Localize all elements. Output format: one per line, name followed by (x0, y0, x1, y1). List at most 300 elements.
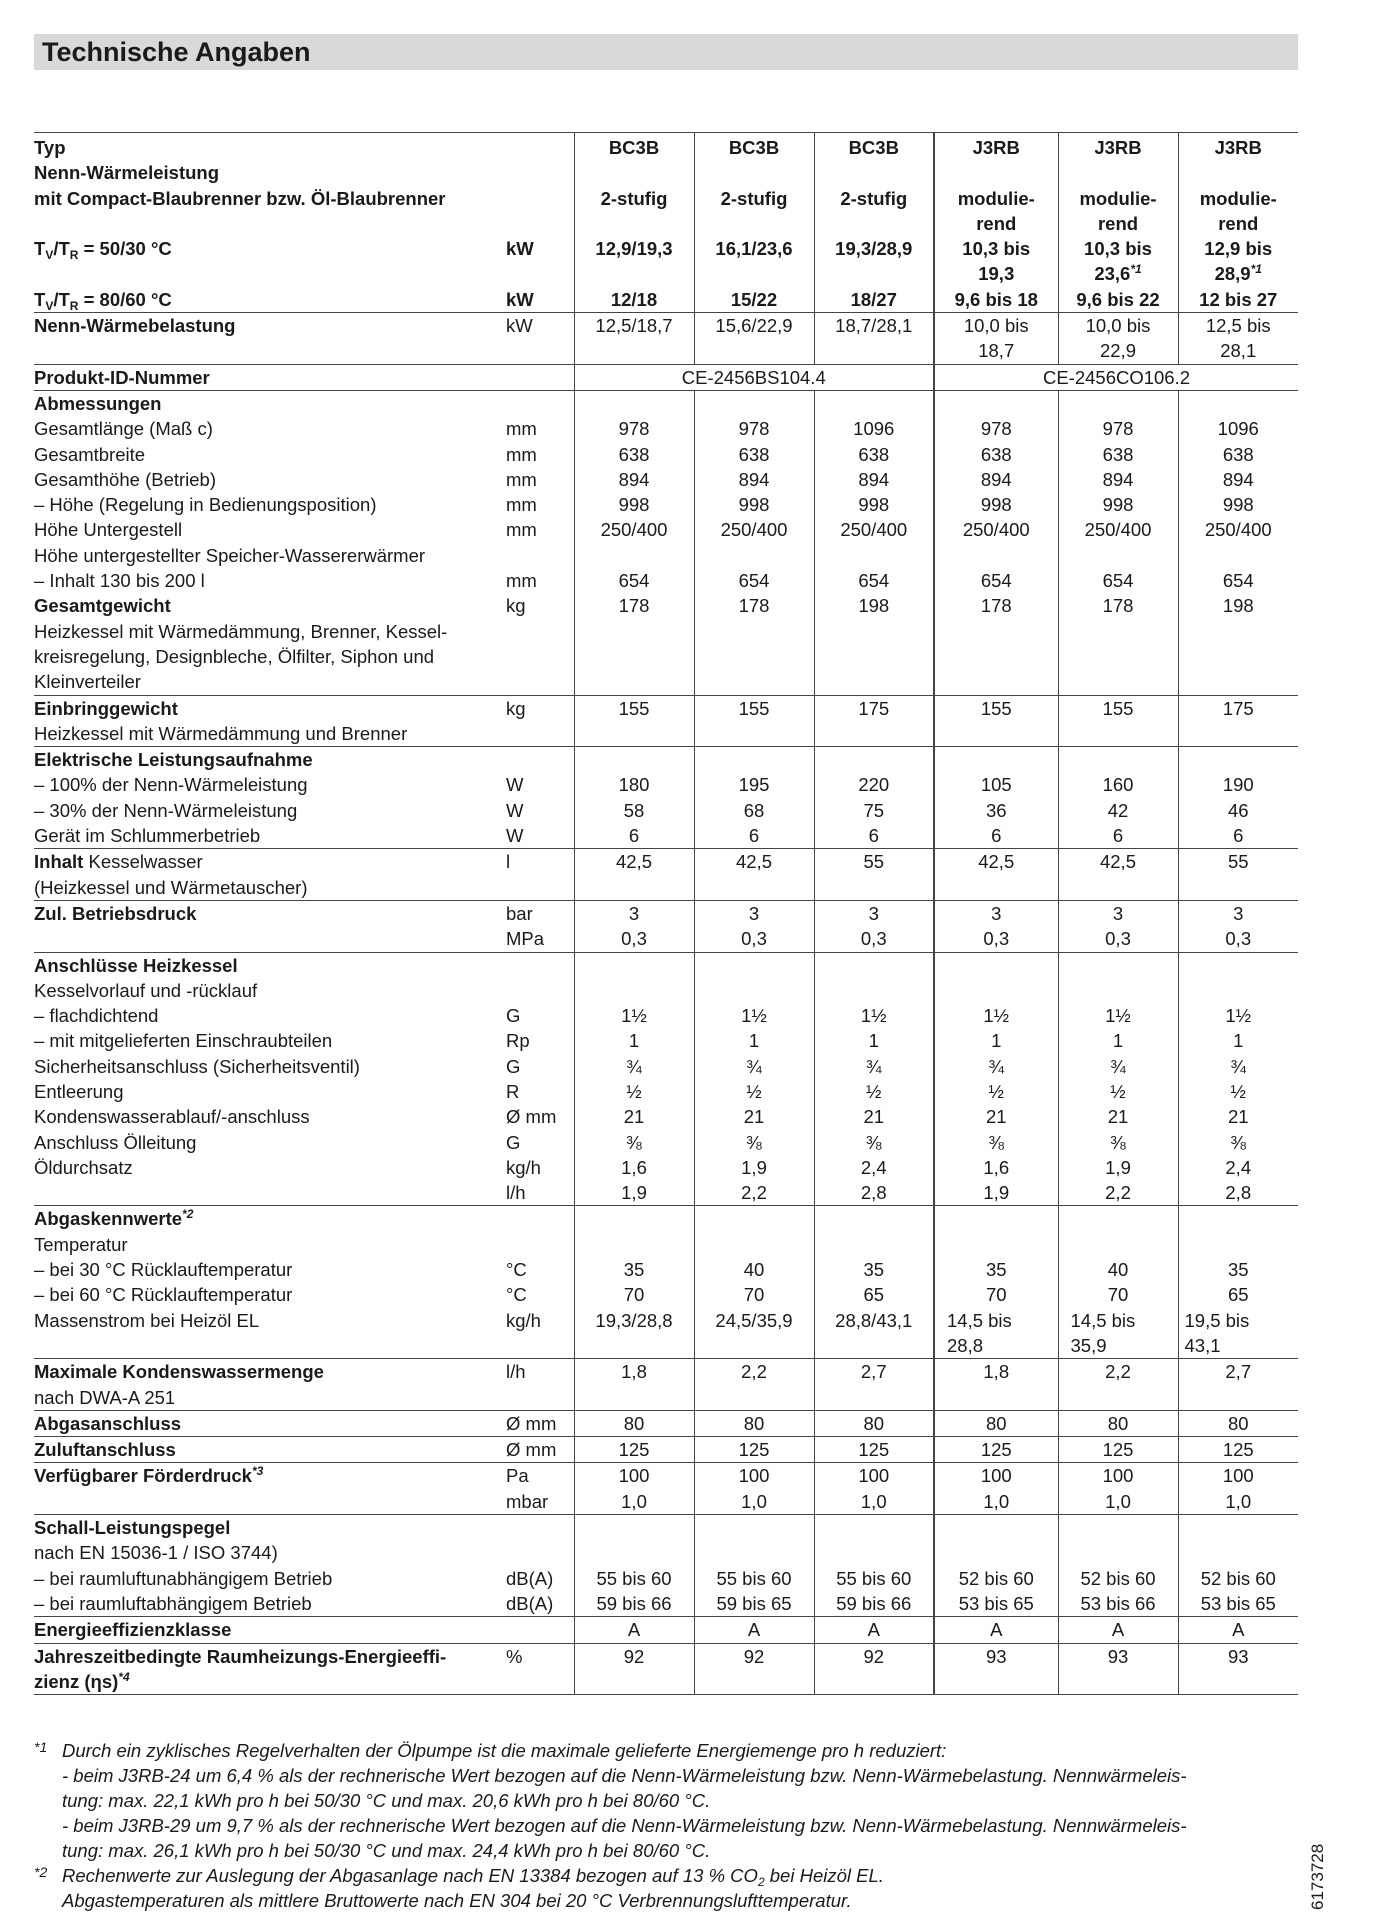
value-cell: 998 (574, 492, 694, 517)
value-cell: 2,2 (694, 1359, 814, 1385)
section-title-bar (34, 34, 1298, 70)
value-cell: 250/400 (694, 517, 814, 542)
value-cell: ¾ (574, 1054, 694, 1079)
table-row (34, 978, 1298, 1003)
unit-cell: kg (506, 595, 526, 617)
value-cell: 998 (1058, 492, 1178, 517)
unit-cell: kg/h (506, 1309, 541, 1331)
stufe-cell: 2-stufig (694, 186, 814, 237)
tv-80-60-label: $T_V/T_R = 80/60$ °C (34, 288, 172, 313)
value-cell: 0,3 (814, 926, 934, 952)
row-label: Produkt-ID-Nummer (34, 366, 210, 388)
value-cell: ¾ (814, 1054, 934, 1079)
table-row (34, 492, 1298, 517)
table-row (34, 1359, 1298, 1385)
value-cell: 42 (1058, 798, 1178, 823)
value-cell: 46 (1178, 798, 1298, 823)
value-cell: 12,9/19,3 (574, 236, 694, 287)
table-row (34, 721, 1298, 747)
value-cell: 28,8/43,1 (814, 1308, 934, 1359)
value-cell: 59 bis 66 (814, 1591, 934, 1617)
row-label: Verfügbarer Förderdruck$^{*3}$ (34, 1464, 264, 1487)
value-cell: 175 (814, 695, 934, 721)
value-cell: 178 (1058, 593, 1178, 618)
value-cell: 978 (574, 416, 694, 441)
unit-cell: Ø mm (506, 1439, 557, 1461)
group-schall (34, 1515, 1298, 1617)
row-label (34, 926, 504, 952)
unit-cell: mm (506, 494, 537, 516)
row-label: Nenn-Wärmebelastung (34, 315, 236, 337)
stufe-cell: modulie- rend (1058, 186, 1178, 237)
value-cell: 894 (1058, 467, 1178, 492)
value-cell: 155 (1058, 695, 1178, 721)
value-cell: ½ (1058, 1079, 1178, 1104)
value-cell: 3 (814, 900, 934, 926)
value-cell: 2,4 (814, 1155, 934, 1180)
value-cell: ¾ (1058, 1054, 1178, 1079)
burner-label: mit Compact-Blaubrenner bzw. Öl-Blaubrenner (34, 187, 446, 209)
row-label: Maximale Kondenswassermenge (34, 1361, 324, 1383)
value-cell: 198 (1178, 593, 1298, 618)
value-cell: 52 bis 60 (1058, 1566, 1178, 1591)
table-row (34, 1437, 1298, 1463)
row-label: Heizkessel mit Wärmedämmung, Brenner, Kessel- kreisregelung, Designbleche, Ölfilter, Siphon und Kleinverteiler (34, 620, 448, 693)
type-cell: J3RB (1058, 133, 1178, 161)
table-row (34, 543, 1298, 568)
value-cell: 9,6 bis 22 (1058, 287, 1178, 313)
value-cell: 100 (694, 1463, 814, 1489)
value-cell: 36 (934, 798, 1058, 823)
value-cell: 21 (934, 1104, 1058, 1129)
value-cell: 6 (934, 823, 1058, 849)
value-cell: ¾ (694, 1054, 814, 1079)
value-cell: 160 (1058, 772, 1178, 797)
value-cell: 19,5 bis 43,1 (1178, 1308, 1298, 1359)
value-cell: 894 (814, 467, 934, 492)
value-cell: 178 (694, 593, 814, 618)
unit-cell: kW (506, 315, 533, 337)
value-cell: 53 bis 66 (1058, 1591, 1178, 1617)
table-row (34, 823, 1298, 849)
value-cell: ⅜ (814, 1130, 934, 1155)
value-cell: 55 bis 60 (814, 1566, 934, 1591)
value-cell: ¾ (1178, 1054, 1298, 1079)
row-label: Höhe Untergestell (34, 519, 183, 541)
row-label: Höhe untergestellter Speicher-Wassererwärmer (34, 544, 426, 566)
value-cell: 1,8 (574, 1359, 694, 1385)
value-cell: 9,6 bis 18 (934, 287, 1058, 313)
footnote-2: *2 Rechenwerte zur Auslegung der Abgasanlage nach EN 13384 bezogen auf 13 % $CO_2$ bei Heizöl EL. (34, 1864, 884, 1889)
value-cell: 6 (1178, 823, 1298, 849)
value-cell: 40 (1058, 1257, 1178, 1282)
value-cell: 80 (1058, 1410, 1178, 1436)
value-cell: 1,0 (1058, 1489, 1178, 1515)
value-cell: 80 (574, 1410, 694, 1436)
group-einbringgewicht (34, 695, 1298, 747)
unit-cell: Pa (506, 1465, 529, 1487)
value-cell: 55 (814, 849, 934, 875)
unit-cell: mm (506, 519, 537, 541)
table-row (34, 1104, 1298, 1129)
value-cell: 93 (1058, 1643, 1178, 1695)
value-cell: 2,7 (1178, 1359, 1298, 1385)
value-cell: 1,0 (694, 1489, 814, 1515)
value-cell: A (934, 1617, 1058, 1643)
unit-cell: mbar (506, 1490, 549, 1512)
value-cell: A (694, 1617, 814, 1643)
table-row (34, 1540, 1298, 1565)
value-cell: 92 (694, 1643, 814, 1695)
value-cell: 68 (694, 798, 814, 823)
table-row (34, 364, 1298, 390)
value-cell: 1 (694, 1028, 814, 1053)
group-abgasanschluss (34, 1410, 1298, 1436)
table-row (34, 695, 1298, 721)
value-cell: 195 (694, 772, 814, 797)
table-row (34, 1054, 1298, 1079)
value-cell: 3 (1058, 900, 1178, 926)
value-cell: 6 (574, 823, 694, 849)
value-cell: 1,6 (574, 1155, 694, 1180)
value-cell: 978 (934, 416, 1058, 441)
value-cell: 19,3/28,8 (574, 1308, 694, 1359)
row-label: Zul. Betriebsdruck (34, 902, 197, 924)
value-cell: 1,9 (574, 1180, 694, 1206)
row-label: Heizkessel mit Wärmedämmung und Brenner (34, 722, 408, 744)
value-cell: 6 (1058, 823, 1178, 849)
value-cell: 125 (574, 1437, 694, 1463)
value-cell: 80 (814, 1410, 934, 1436)
type-cell: BC3B (694, 133, 814, 161)
value-cell: 0,3 (1058, 926, 1178, 952)
page-title: Technische Angaben (42, 37, 311, 67)
nenn-label: Nenn-Wärmeleistung (34, 162, 220, 184)
value-cell: 0,3 (1178, 926, 1298, 952)
table-row (34, 900, 1298, 926)
row-label: Energieeffizienzklasse (34, 1619, 232, 1641)
value-cell: 178 (574, 593, 694, 618)
row-label: Entleerung (34, 1080, 124, 1102)
value-cell: 92 (574, 1643, 694, 1695)
value-cell: CE-2456CO106.2 (934, 364, 1298, 390)
row-label: Schall-Leistungspegel (34, 1517, 231, 1539)
table-row (34, 849, 1298, 875)
value-cell: 52 bis 60 (1178, 1566, 1298, 1591)
table-row (34, 1643, 1298, 1695)
row-label (34, 1489, 504, 1515)
value-cell: 35 (574, 1257, 694, 1282)
value-cell: 40 (694, 1257, 814, 1282)
value-cell: 125 (1058, 1437, 1178, 1463)
value-cell: 3 (934, 900, 1058, 926)
row-label: Abmessungen (34, 392, 162, 414)
value-cell: ½ (574, 1079, 694, 1104)
unit-cell: Ø mm (506, 1106, 557, 1128)
row-label: Kondenswasserablauf/-anschluss (34, 1106, 310, 1128)
value-cell: ½ (934, 1079, 1058, 1104)
value-cell: 21 (694, 1104, 814, 1129)
type-cell: BC3B (574, 133, 694, 161)
value-cell: 998 (694, 492, 814, 517)
value-cell: 92 (814, 1643, 934, 1695)
value-cell: 12,5 bis 28,1 (1178, 313, 1298, 365)
value-cell: 80 (694, 1410, 814, 1436)
value-cell: 42,5 (934, 849, 1058, 875)
value-cell: 250/400 (1178, 517, 1298, 542)
value-cell: 3 (1178, 900, 1298, 926)
value-cell: 70 (694, 1282, 814, 1307)
value-cell: 70 (574, 1282, 694, 1307)
value-cell: 190 (1178, 772, 1298, 797)
value-cell: 58 (574, 798, 694, 823)
table-row (34, 1308, 1298, 1359)
value-cell: 70 (1058, 1282, 1178, 1307)
table-row (34, 313, 1298, 365)
value-cell: 53 bis 65 (1178, 1591, 1298, 1617)
row-label: – Inhalt 130 bis 200 l (34, 570, 205, 592)
value-cell: ½ (1178, 1079, 1298, 1104)
table-row (34, 1079, 1298, 1104)
unit-cell: kg/h (506, 1156, 541, 1178)
table-row (34, 517, 1298, 542)
value-cell: 0,3 (694, 926, 814, 952)
table-row (34, 772, 1298, 797)
value-cell: 21 (574, 1104, 694, 1129)
value-cell: 10,3 bis 19,3 (934, 236, 1058, 287)
footnote-2-line2: Abgastemperaturen als mittlere Bruttowerte nach EN 304 bei 20 °C Verbrennungslufttemperatur. (62, 1890, 852, 1911)
group-anschluesse (34, 952, 1298, 1206)
value-cell: ⅜ (694, 1130, 814, 1155)
unit-cell: W (506, 825, 524, 847)
table-row (34, 1617, 1298, 1643)
value-cell: 1½ (574, 1003, 694, 1028)
value-cell: 100 (574, 1463, 694, 1489)
value-cell: 105 (934, 772, 1058, 797)
footnote-1: *1 Durch ein zyklisches Regelverhalten der Ölpumpe ist die maximale gelieferte Energiemenge pro h reduziert: (34, 1739, 947, 1761)
table-row (34, 1463, 1298, 1489)
value-cell: 998 (1178, 492, 1298, 517)
unit-cell: bar (506, 902, 533, 924)
row-label: Sicherheitsanschluss (Sicherheitsventil) (34, 1055, 360, 1077)
unit-cell: R (506, 1080, 520, 1102)
value-cell: 3 (694, 900, 814, 926)
value-cell: 35 (934, 1257, 1058, 1282)
row-label: – mit mitgelieferten Einschraubteilen (34, 1030, 333, 1052)
value-cell: 638 (1058, 442, 1178, 467)
stufe-cell: modulie- rend (1178, 186, 1298, 237)
value-cell: 59 bis 65 (694, 1591, 814, 1617)
value-cell: 638 (934, 442, 1058, 467)
value-cell: 2,2 (1058, 1359, 1178, 1385)
value-cell: 19,3/28,9 (814, 236, 934, 287)
row-label: – bei raumluftabhängigem Betrieb (34, 1592, 312, 1614)
footnote-mark: *1 (1130, 262, 1142, 277)
value-cell: 42,5 (574, 849, 694, 875)
stufe-cell: 2-stufig (814, 186, 934, 237)
value-cell: 178 (934, 593, 1058, 618)
footnote-mark: *3 (251, 1464, 264, 1479)
value-cell: 1,0 (1178, 1489, 1298, 1515)
value-cell: 21 (814, 1104, 934, 1129)
row-label: Gerät im Schlummerbetrieb (34, 825, 261, 847)
value-cell: 654 (934, 568, 1058, 593)
tv-50-30-label: $T_V/T_R = 50/30$ °C (34, 238, 172, 263)
table-row (34, 1566, 1298, 1591)
value-cell: 1,9 (1058, 1155, 1178, 1180)
row-label: Kesselvorlauf und -rücklauf (34, 979, 258, 1001)
group-inhalt (34, 849, 1298, 901)
value-cell: 12/18 (574, 287, 694, 313)
unit-cell: G (506, 1131, 521, 1153)
value-cell: 2,4 (1178, 1155, 1298, 1180)
value-cell: 654 (1058, 568, 1178, 593)
value-cell: ⅜ (1058, 1130, 1178, 1155)
value-cell: 93 (934, 1643, 1058, 1695)
row-label: Abgasanschluss (34, 1412, 182, 1434)
unit-cell: kW (506, 288, 534, 310)
value-cell: 35 (1178, 1257, 1298, 1282)
table-row (34, 1130, 1298, 1155)
table-row (34, 747, 1298, 773)
value-cell: 14,5 bis 35,9 (1058, 1308, 1178, 1359)
value-cell: 1,9 (694, 1155, 814, 1180)
row-label: nach EN 15036-1 / ISO 3744) (34, 1542, 278, 1564)
table-row (34, 593, 1298, 618)
value-cell: 1,0 (934, 1489, 1058, 1515)
value-cell: 1,0 (814, 1489, 934, 1515)
table-row (34, 1385, 1298, 1411)
value-cell: 100 (934, 1463, 1058, 1489)
value-cell: 894 (1178, 467, 1298, 492)
value-cell: 654 (574, 568, 694, 593)
header-block (34, 133, 1298, 313)
value-cell: ⅜ (1178, 1130, 1298, 1155)
unit-cell: mm (506, 418, 537, 440)
footnote-mark: *2 (182, 1207, 194, 1222)
row-label: Anschluss Ölleitung (34, 1131, 197, 1153)
value-cell: 220 (814, 772, 934, 797)
value-cell: 1096 (814, 416, 934, 441)
value-cell: 1½ (814, 1003, 934, 1028)
row-label: Zuluftanschluss (34, 1439, 176, 1461)
value-cell: 654 (694, 568, 814, 593)
type-cell: J3RB (1178, 133, 1298, 161)
value-cell: 998 (814, 492, 934, 517)
value-cell: 21 (1058, 1104, 1178, 1129)
value-cell: ⅜ (574, 1130, 694, 1155)
unit-cell: l/h (506, 1182, 526, 1204)
table-row (34, 1028, 1298, 1053)
value-cell: 1,0 (574, 1489, 694, 1515)
typ-label: Typ (34, 137, 66, 158)
value-cell: 978 (1058, 416, 1178, 441)
value-cell: 53 bis 65 (934, 1591, 1058, 1617)
value-cell: 65 (814, 1282, 934, 1307)
table-row (34, 926, 1298, 952)
value-cell: 15,6/22,9 (694, 313, 814, 365)
unit-cell: kW (506, 238, 534, 260)
value-cell: 250/400 (1058, 517, 1178, 542)
value-cell: 638 (1178, 442, 1298, 467)
table-row (34, 467, 1298, 492)
value-cell: ½ (694, 1079, 814, 1104)
value-cell: 978 (694, 416, 814, 441)
value-cell: 12,5/18,7 (574, 313, 694, 365)
unit-cell: W (506, 774, 524, 796)
table-row (34, 1591, 1298, 1617)
footnote-mark: *1 (1250, 262, 1262, 277)
value-cell: 10,3 bis 23,6$^{*1}$ (1058, 236, 1178, 287)
value-cell: 2,8 (814, 1180, 934, 1206)
value-cell: 42,5 (1058, 849, 1178, 875)
value-cell: 2,8 (1178, 1180, 1298, 1206)
value-cell: 125 (934, 1437, 1058, 1463)
row-label: Jahreszeitbedingte Raumheizungs-Energieeffi- zienz $(\eta s)^{*4}$ (34, 1645, 447, 1692)
row-label: Massenstrom bei Heizöl EL (34, 1309, 260, 1331)
type-cell: BC3B (814, 133, 934, 161)
footnote-1-j3rb29: - beim J3RB-29 um 9,7 % als der rechnerische Wert bezogen auf die Nenn-Wärmeleistung bzw. Nenn-Wärmebelastung. Nennwärmeleis- tung: max. 26,1 kWh pro h bei 50/30 °C und max. 24,4 kWh pro h bei 80/60 °C. (62, 1815, 1187, 1861)
value-cell: 75 (814, 798, 934, 823)
row-label: Elektrische Leistungsaufnahme (34, 749, 313, 771)
value-cell: 654 (814, 568, 934, 593)
table-row (34, 619, 1298, 695)
value-cell: A (814, 1617, 934, 1643)
value-cell: 21 (1178, 1104, 1298, 1129)
unit-cell: % (506, 1645, 523, 1667)
value-cell: 2,7 (814, 1359, 934, 1385)
unit-cell: Rp (506, 1030, 530, 1052)
table-row (34, 1180, 1298, 1206)
row-label: Einbringgewicht (34, 697, 178, 719)
unit-cell: l/h (506, 1361, 526, 1383)
value-cell: 70 (934, 1282, 1058, 1307)
row-label: – 100% der Nenn-Wärmeleistung (34, 774, 308, 796)
row-label (34, 1180, 504, 1206)
value-cell: 155 (934, 695, 1058, 721)
unit-cell: Ø mm (506, 1412, 557, 1434)
type-cell: J3RB (934, 133, 1058, 161)
table-row (34, 798, 1298, 823)
unit-cell: dB(A) (506, 1592, 554, 1614)
value-cell: 6 (814, 823, 934, 849)
value-cell: A (1178, 1617, 1298, 1643)
table-row (34, 1282, 1298, 1307)
footnote-1-j3rb24: - beim J3RB-24 um 6,4 % als der rechnerische Wert bezogen auf die Nenn-Wärmeleistung bzw. Nenn-Wärmebelastung. Nennwärmeleis- tung: max. 22,1 kWh pro h bei 50/30 °C und max. 20,6 kWh pro h bei 80/60 °C. (62, 1765, 1187, 1811)
unit-cell: mm (506, 570, 537, 592)
table-row (34, 1232, 1298, 1257)
value-cell: 638 (574, 442, 694, 467)
value-cell: 14,5 bis 28,8 (934, 1308, 1058, 1359)
value-cell: 125 (814, 1437, 934, 1463)
table-row (34, 416, 1298, 441)
row-label: Temperatur (34, 1233, 128, 1255)
stufe-cell: 2-stufig (574, 186, 694, 237)
group-kondens (34, 1359, 1298, 1411)
table-row (34, 1257, 1298, 1282)
value-cell: 894 (694, 467, 814, 492)
value-cell: 2,2 (694, 1180, 814, 1206)
table-row (34, 875, 1298, 901)
value-cell: 198 (814, 593, 934, 618)
value-cell: 3 (574, 900, 694, 926)
value-cell: ¾ (934, 1054, 1058, 1079)
row-label: Anschlüsse Heizkessel (34, 954, 238, 976)
row-label: (Heizkessel und Wärmetauscher) (34, 876, 308, 898)
value-cell: 894 (574, 467, 694, 492)
value-cell: 1096 (1178, 416, 1298, 441)
value-cell: 12 bis 27 (1178, 287, 1298, 313)
